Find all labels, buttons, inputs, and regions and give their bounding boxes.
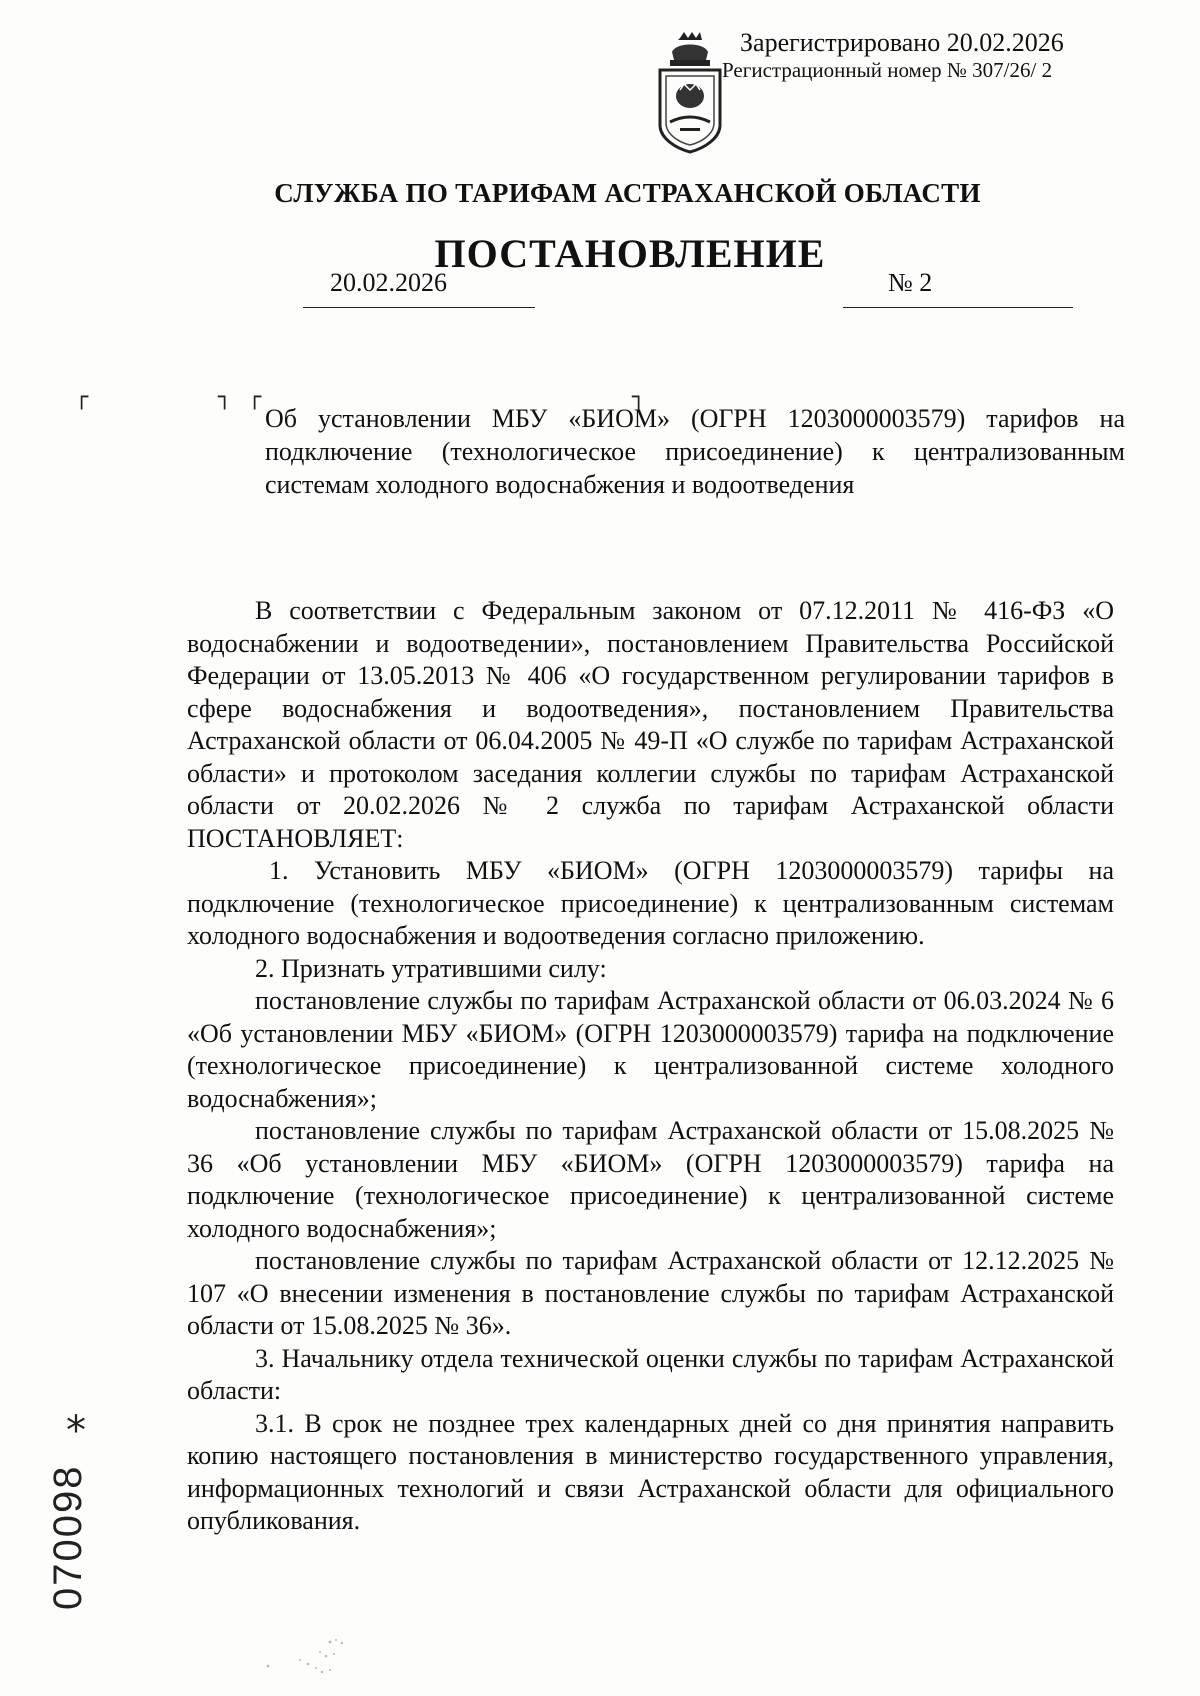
item-2-c: постановление службы по тарифам Астраханской области от 12.12.2025 № 107 «О внесении изменения в постановление службы по тарифам Астраханской области от 15.08.2025 № 36». bbox=[187, 1246, 1114, 1340]
item-3: 3. Начальнику отдела технической оценки службы по тарифам Астраханской области: bbox=[187, 1343, 1114, 1405]
date-underline bbox=[303, 307, 535, 308]
organization-name: СЛУЖБА ПО ТАРИФАМ АСТРАХАНСКОЙ ОБЛАСТИ bbox=[274, 178, 981, 208]
corner-mark: ┐ bbox=[218, 385, 232, 410]
margin-code: 070098 bbox=[46, 1464, 90, 1610]
coat-of-arms-icon bbox=[650, 30, 730, 155]
document-type: ПОСТАНОВЛЕНИЕ bbox=[434, 231, 826, 276]
preamble-paragraph: В соответствии с Федеральным законом от 07.12.2011 № 416-ФЗ «О водоснабжении и водоотведении», постановлением Правительства Российской Федерации от 13.05.2013 № 406 «О государственном регулировании тарифов в сфере водоснабжения и водоотведения», постановлением Правительства Астраханской области от 06.04.2005 № 49-П «О службе по тарифам Астраханской области» и протоколом заседания коллегии службы по тарифам Астраханской области от 20.02.2026 № 2 служба по тарифам Астраханской области ПОСТАНОВЛЯЕТ: bbox=[187, 596, 1114, 853]
item-2: 2. Признать утратившими силу: bbox=[255, 953, 607, 983]
item-1: 1. Установить МБУ «БИОМ» (ОГРН 1203000003579) тарифы на подключение (технологическое присоединение) к централизованным системам холодного водоснабжения и водоотведения согласно приложению. bbox=[187, 856, 1114, 950]
document-body bbox=[187, 595, 1114, 1538]
item-3-1: 3.1. В срок не позднее трех календарных дней со дня принятия направить копию настоящего постановления в министерство государственного управления, информационных технологий и связи Астраханской области для официального опубликования. bbox=[187, 1408, 1114, 1535]
corner-mark: ┌ bbox=[75, 385, 89, 410]
corner-mark: ┐ bbox=[632, 385, 646, 410]
number-underline bbox=[843, 307, 1073, 308]
margin-star: * bbox=[66, 1408, 86, 1454]
document-date: 20.02.2026 bbox=[330, 268, 447, 297]
item-2-a: постановление службы по тарифам Астраханской области от 06.03.2024 № 6 «Об установлении МБУ «БИОМ» (ОГРН 1203000003579) тарифа на подключение (технологическое присоединение) к централизованной системе холодного водоснабжения»; bbox=[187, 986, 1114, 1113]
item-2-b: постановление службы по тарифам Астраханской области от 15.08.2025 № 36 «Об установлении МБУ «БИОМ» (ОГРН 1203000003579) тарифа на подключение (технологическое присоединение) к централизованной системе холодного водоснабжения»; bbox=[187, 1116, 1114, 1243]
registration-stamp bbox=[722, 28, 1064, 82]
document-subject: Об установлении МБУ «БИОМ» (ОГРН 1203000003579) тарифов на подключение (технологическое присоединение) к централизованным системам холодного водоснабжения и водоотведения bbox=[265, 404, 1125, 499]
registration-date: Зарегистрировано 20.02.2026 bbox=[740, 28, 1064, 57]
document-number: № 2 bbox=[888, 268, 933, 297]
faint-stamp-mark bbox=[260, 1630, 370, 1690]
corner-mark: ┌ bbox=[248, 385, 262, 410]
registration-number: Регистрационный номер № 307/26/ 2 bbox=[722, 57, 1053, 82]
